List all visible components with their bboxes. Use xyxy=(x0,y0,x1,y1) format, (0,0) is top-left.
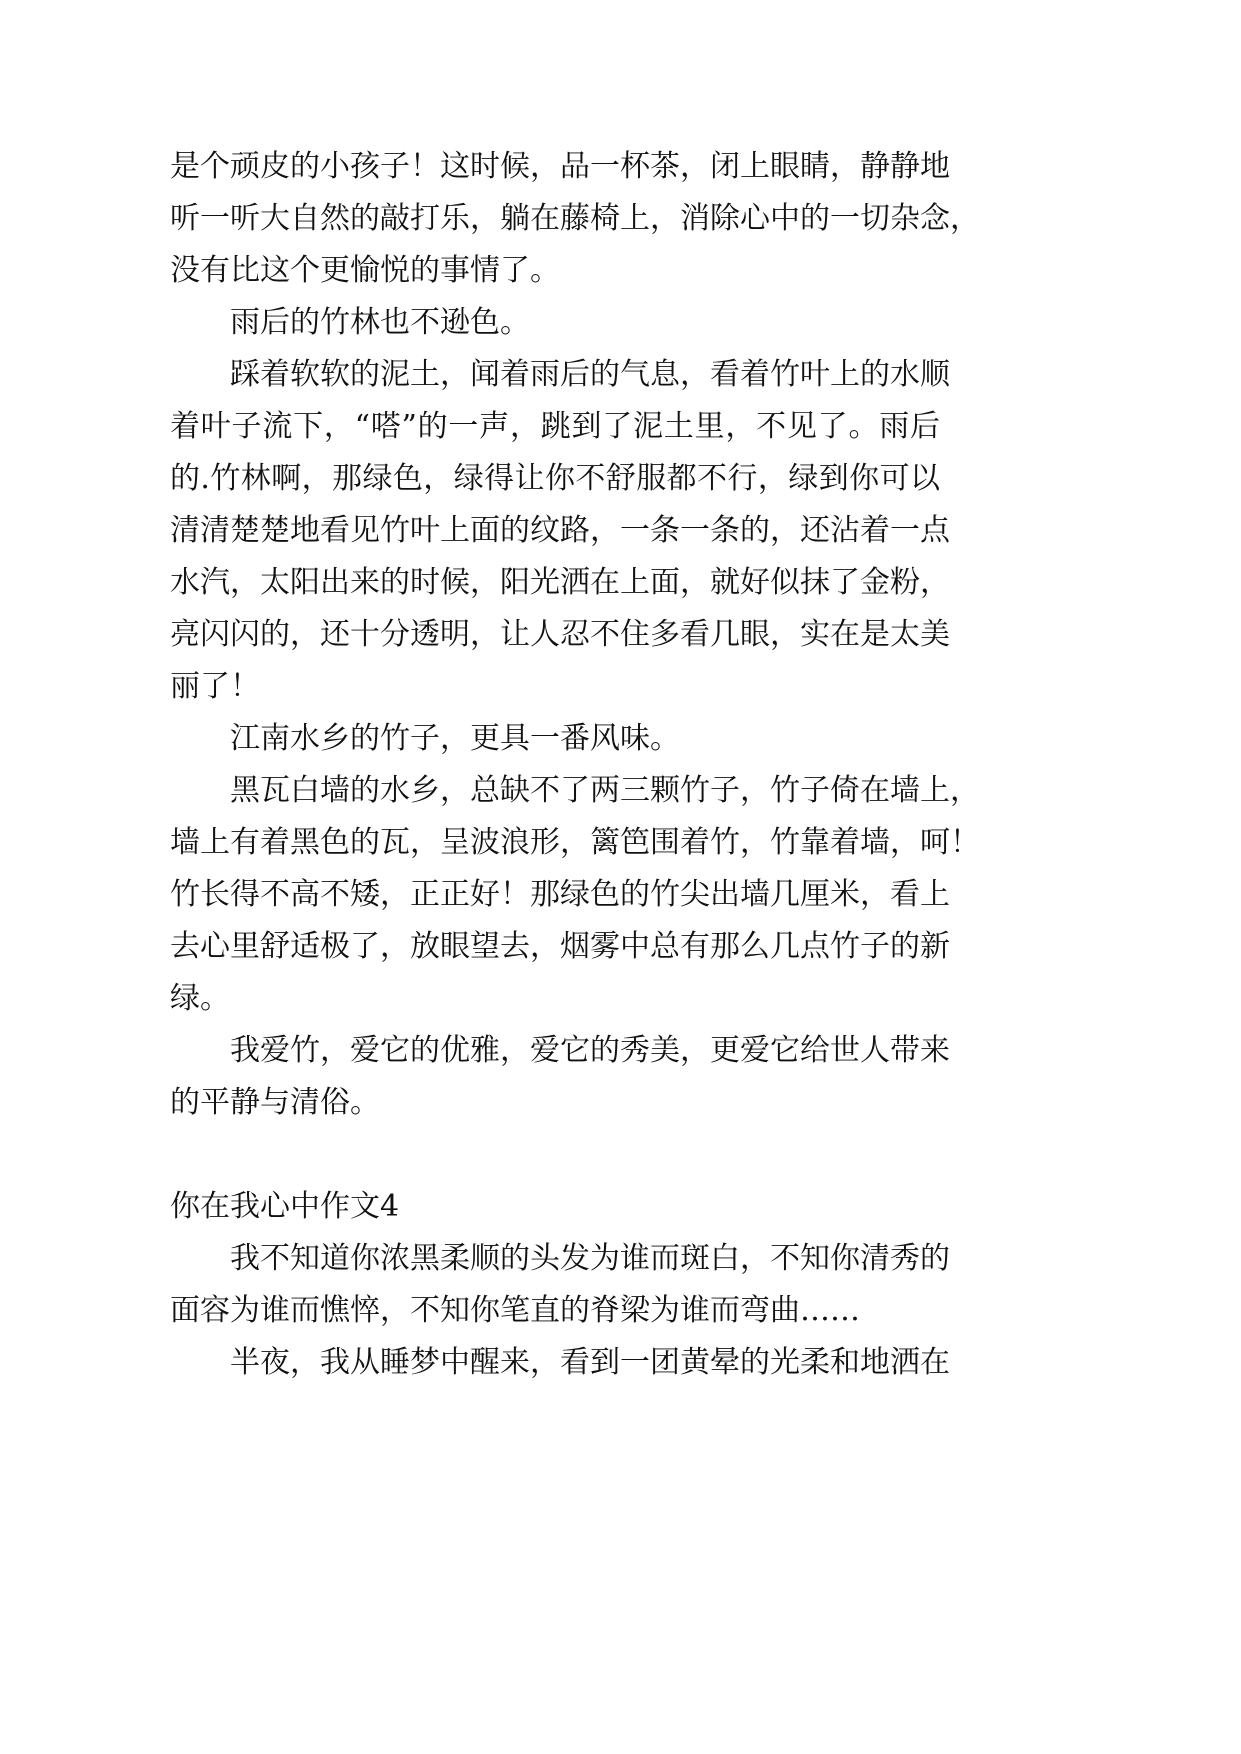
paragraph-line: 丽了！ xyxy=(170,669,260,704)
paragraph-line: 面容为谁而憔悴，不知你笔直的脊梁为谁而弯曲…… xyxy=(170,1293,860,1328)
essay-title xyxy=(170,1181,940,1233)
paragraph-line: 半夜，我从睡梦中醒来，看到一团黄晕的光柔和地洒在 xyxy=(230,1345,950,1380)
paragraph-line: 水汽，太阳出来的时候，阳光洒在上面，就好似抹了金粉， xyxy=(170,565,950,600)
paragraph-line: 着叶子流下，“嗒”的一声，跳到了泥土里，不见了。雨后 xyxy=(170,409,940,444)
paragraph-line: 是个顽皮的小孩子！这时候，品一杯茶，闭上眼睛，静静地 xyxy=(170,149,950,184)
paragraph-line: 的.竹林啊，那绿色，绿得让你不舒服都不行，绿到你可以 xyxy=(170,461,940,496)
paragraph-line: 我爱竹，爱它的优雅，爱它的秀美，更爱它给世人带来 xyxy=(230,1033,950,1068)
paragraph xyxy=(170,349,950,713)
paragraph xyxy=(170,713,940,765)
paragraph xyxy=(170,1337,950,1389)
paragraph-line: 听一听大自然的敲打乐，躺在藤椅上，消除心中的一切杂念， xyxy=(170,201,980,236)
paragraph-line: 踩着软软的泥土，闻着雨后的气息，看着竹叶上的水顺 xyxy=(230,357,950,392)
paragraph xyxy=(170,765,980,1025)
paragraph xyxy=(170,1233,950,1337)
paragraph-line: 我不知道你浓黑柔顺的头发为谁而斑白，不知你清秀的 xyxy=(230,1241,950,1276)
paragraph xyxy=(170,1025,950,1129)
paragraph-line: 墙上有着黑色的瓦，呈波浪形，篱笆围着竹，竹靠着墙，呵！ xyxy=(170,825,980,860)
paragraph-line: 亮闪闪的，还十分透明，让人忍不住多看几眼，实在是太美 xyxy=(170,617,950,652)
essay-title-text: 你在我心中作文4 xyxy=(170,1189,400,1224)
paragraph-line: 的平静与清俗。 xyxy=(170,1085,380,1120)
paragraph-line: 去心里舒适极了，放眼望去，烟雾中总有那么几点竹子的新 xyxy=(170,929,950,964)
paragraph-line: 江南水乡的竹子，更具一番风味。 xyxy=(230,721,680,756)
paragraph xyxy=(170,141,980,297)
document-page xyxy=(170,141,980,1389)
paragraph-line: 清清楚楚地看见竹叶上面的纹路，一条一条的，还沾着一点 xyxy=(170,513,950,548)
paragraph xyxy=(170,297,940,349)
paragraph-line: 黑瓦白墙的水乡，总缺不了两三颗竹子，竹子倚在墙上， xyxy=(230,773,980,808)
paragraph-line: 绿。 xyxy=(170,981,230,1016)
paragraph-line: 竹长得不高不矮，正正好！那绿色的竹尖出墙几厘米，看上 xyxy=(170,877,950,912)
paragraph-line: 雨后的竹林也不逊色。 xyxy=(230,305,530,340)
paragraph-line: 没有比这个更愉悦的事情了。 xyxy=(170,253,560,288)
